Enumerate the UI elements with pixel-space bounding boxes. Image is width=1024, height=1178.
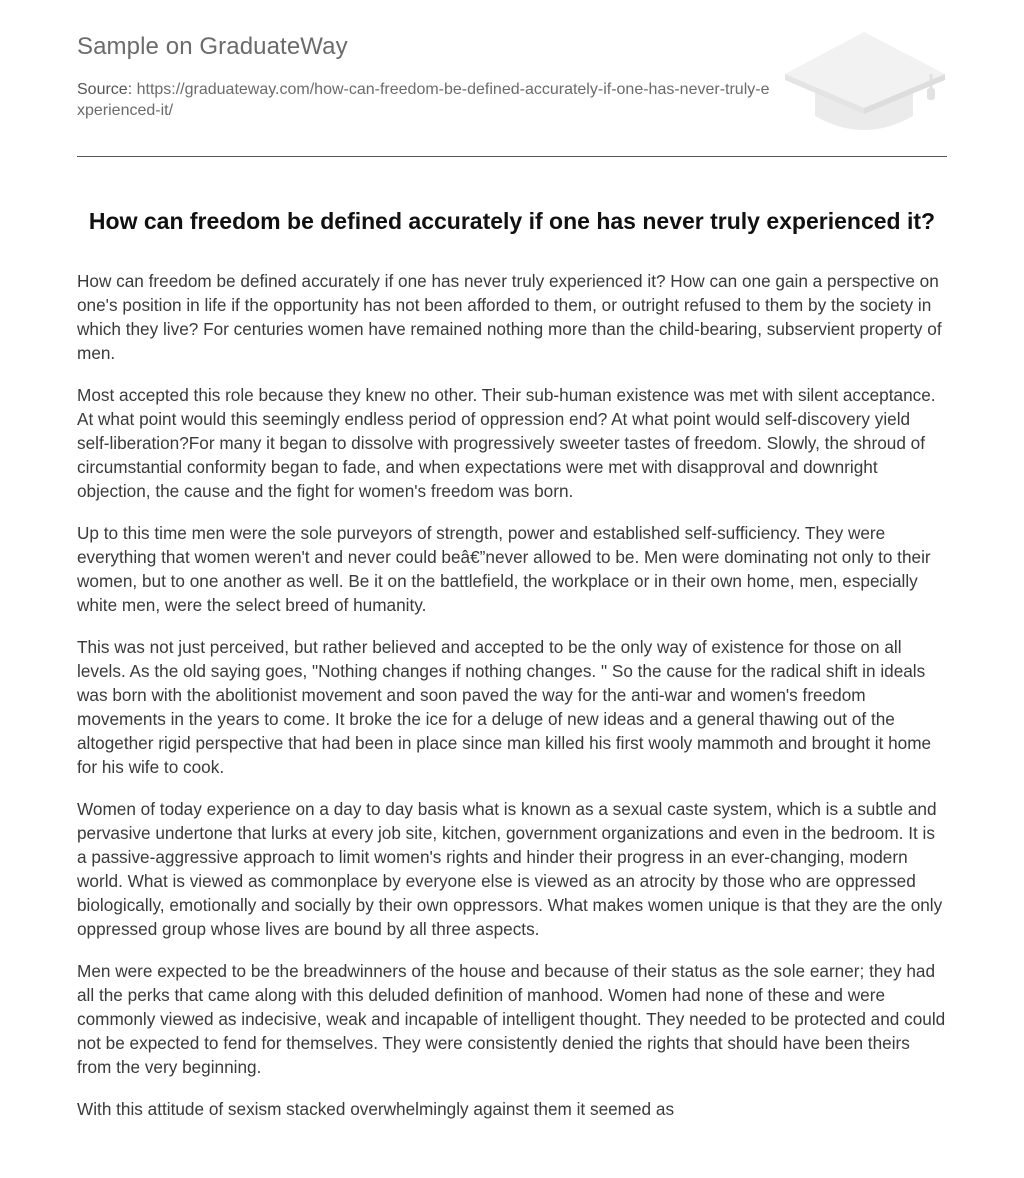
source-line [77,79,777,121]
paragraph-7: With this attitude of sexism stacked overwhelmingly against them it seemed as [77,1099,675,1119]
document-header [77,0,947,157]
paragraph-5: Women of today experience on a day to day basis what is known as a sexual caste system, which is a subtle and pervasive undertone that lurks at every job site, kitchen, government organizations and even in the bedroom. It is a passive-aggressive approach to limit women's rights and hinder their progress in an ever-changing, modern world. What is viewed as commonplace by everyone else is viewed as an atrocity by those who are oppressed biologically, emotionally and socially by their own oppressors. What makes women unique is that they are the only oppressed group whose lives are bound by all three aspects. [77,799,943,939]
site-title: Sample on GraduateWay [77,33,348,60]
source-link[interactable]: https://graduateway.com/how-can-freedom-be-defined-accurately-if-one-has-never-truly-experienced-it/ [77,81,770,119]
document-body [77,269,947,1121]
paragraph-4: This was not just perceived, but rather believed and accepted to be the only way of existence for those on all levels. As the old saying goes, "Nothing changes if nothing changes. " So the cause for the radical shift in ideals was born with the abolitionist movement and soon paved the way for the anti-war and women's freedom movements in the years to come. It broke the ice for a deluge of new ideas and a general thawing out of the altogether rigid perspective that had been in place since man killed his first wooly mammoth and brought it home for his wife to cook. [77,637,932,777]
paragraph-2: Most accepted this role because they knew no other. Their sub-human existence was met with silent acceptance. At what point would this seemingly endless period of oppression end? At what point would self-discovery yield self-liberation?For many it began to dissolve with progressively sweeter tastes of freedom. Slowly, the shroud of circumstantial conformity began to fade, and when expectations were met with disapproval and downright objection, the cause and the fight for women's freedom was born. [77,385,936,501]
paragraph-3: Up to this time men were the sole purveyors of strength, power and established self-sufficiency. They were everything that women weren't and never could beâ€”never allowed to be. Men were dominating not only to their women, but to one another as well. Be it on the battlefield, the workplace or in their own home, men, especially white men, were the select breed of humanity. [77,523,931,615]
source-label: Source: [77,81,133,98]
paragraph-6: Men were expected to be the breadwinners of the house and because of their status as the sole earner; they had all the perks that came along with this deluded definition of manhood. Women had none of these and were commonly viewed as indecisive, weak and incapable of intelligent thought. They needed to be protected and could not be expected to fend for themselves. They were consistently denied the rights that should have been theirs from the very beginning. [77,961,946,1077]
paragraph-1: How can freedom be defined accurately if one has never truly experienced it? How can one gain a perspective on one's position in life if the opportunity has not been afforded to them, or outright refused to them by the society in which they live? For centuries women have remained nothing more than the child-bearing, subservient property of men. [77,271,942,363]
document-title: How can freedom be defined accurately if one has never truly experienced it? [88,208,936,234]
document-page [77,0,947,1139]
graduation-cap-icon [781,30,947,134]
